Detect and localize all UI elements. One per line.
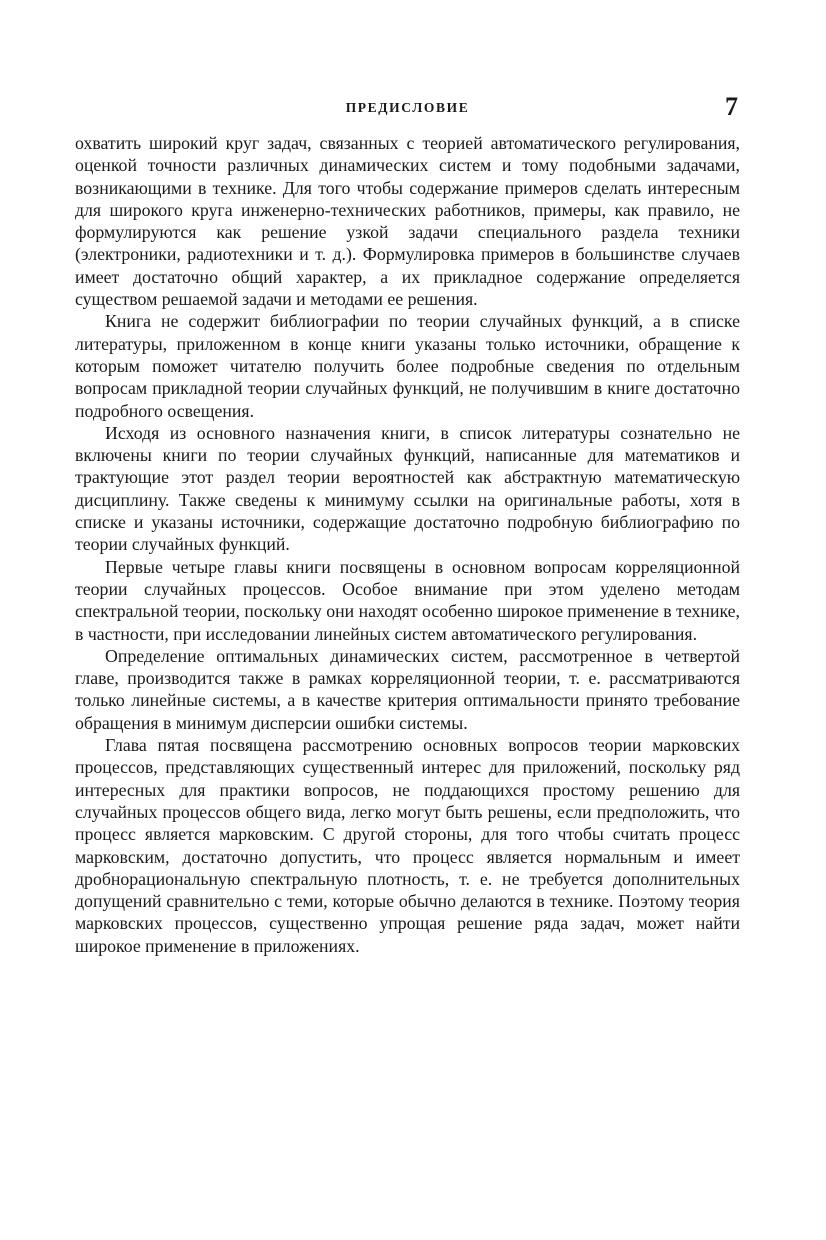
paragraph-markov-processes: Глава пятая посвящена рассмотрению основных вопросов теории марковских процессов, представляющих существенный интерес для приложений, поскольку ряд интересных для практики вопросов, не поддающихся простому решению для случайных процессов общего вида, легко могут быть решены, если предположить, что процесс является марковским. С другой стороны, для того чтобы считать процесс марковским, достаточно допустить, что процесс является нормальным и имеет дробнорациональную спектральную плотность, т. е. не требуется дополнительных допущений сравнительно с теми, которые обычно делаются в технике. Поэтому теория марковских процессов, существенно упрощая решение ряда задач, может найти широкое применение в приложениях. — [75, 735, 740, 956]
paragraph-literature-list: Исходя из основного назначения книги, в список литературы сознательно не включены книги по теории случайных функций, написанные для математиков и трактующие этот раздел теории вероятностей как абстрактную математическую дисциплину. Также сведены к минимуму ссылки на оригинальные работы, хотя в списке и указаны источники, содержащие достаточно подробную библиографию по теории случайных функций. — [75, 422, 740, 555]
paragraph-optimal-systems: Определение оптимальных динамических систем, рассмотренное в четвертой главе, производится также в рамках корреляционной теории, т. е. рассматриваются только линейные системы, а в качестве критерия оптимальности принято требование обращения в минимум дисперсии ошибки системы. — [75, 645, 740, 733]
running-title: ПРЕДИСЛОВИЕ — [345, 100, 470, 115]
body-text — [75, 132, 740, 957]
running-head — [75, 92, 740, 126]
page-number: 7 — [725, 92, 738, 121]
paragraph-bibliography: Книга не содержит библиографии по теории случайных функций, а в списке литературы, приложенном в конце книги указаны только источники, обращение к которым поможет читателю получить более подробные сведения по отдельным вопросам прикладной теории случайных функций, не получившим в книге достаточно подробного освещения. — [75, 311, 740, 421]
paragraph-continuation: охватить широкий круг задач, связанных с теорией автоматического регулирования, оценкой точности различных динамических систем и тому подобными задачами, возникающими в технике. Для того чтобы содержание примеров сделать интересным для широкого круга инженерно-технических работников, примеры, как правило, не формулируются как решение узкой задачи специального раздела техники (электроники, радиотехники и т. д.). Формулировка примеров в большинстве случаев имеет достаточно общий характер, а их прикладное содержание определяется существом решаемой задачи и методами ее решения. — [75, 133, 740, 310]
book-page — [75, 92, 740, 957]
paragraph-first-chapters: Первые четыре главы книги посвящены в основном вопросам корреляционной теории случайных процессов. Особое внимание при этом уделено методам спектральной теории, поскольку они находят особенно широкое применение в технике, в частности, при исследовании линейных систем автоматического регулирования. — [75, 556, 740, 644]
